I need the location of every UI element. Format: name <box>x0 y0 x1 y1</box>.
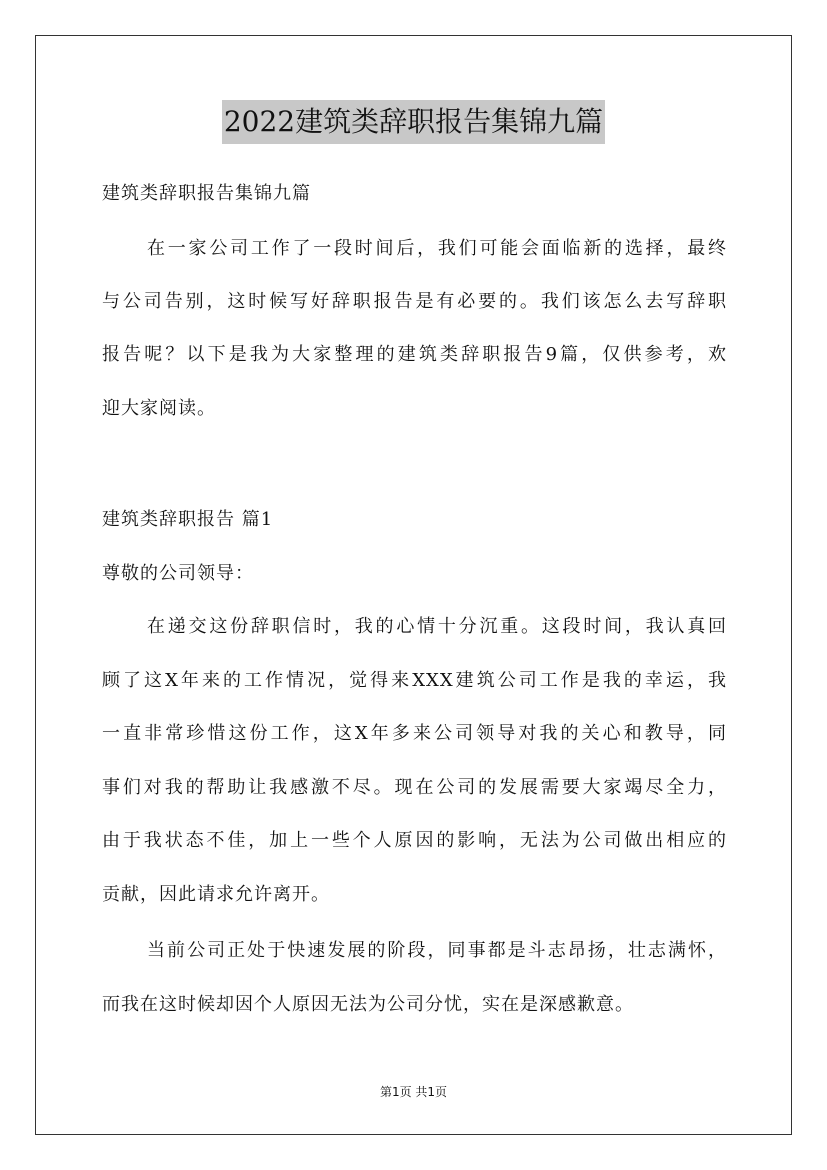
section-heading: 建筑类辞职报告 篇1 <box>102 509 274 530</box>
body-line: 由于我状态不佳，加上一些个人原因的影响，无法为公司做出相应的 <box>102 830 727 851</box>
intro-line: 报告呢？以下是我为大家整理的建筑类辞职报告9篇，仅供参考，欢 <box>102 344 727 365</box>
title-container <box>0 100 827 144</box>
document-title: 2022建筑类辞职报告集锦九篇 <box>222 100 605 144</box>
intro-line: 在一家公司工作了一段时间后，我们可能会面临新的选择，最终 <box>147 238 727 259</box>
body-line: 而我在这时候却因个人原因无法为公司分忧，实在是深感歉意。 <box>102 994 634 1015</box>
document-subtitle: 建筑类辞职报告集锦九篇 <box>102 183 311 204</box>
body-line: 事们对我的帮助让我感激不尽。现在公司的发展需要大家竭尽全力， <box>102 777 727 798</box>
body-line: 一直非常珍惜这份工作，这X年多来公司领导对我的关心和教导，同 <box>102 723 727 744</box>
body-line: 在递交这份辞职信时，我的心情十分沉重。这段时间，我认真回 <box>147 616 727 637</box>
intro-line: 迎大家阅读。 <box>102 398 216 419</box>
page-footer: 第1页 共1页 <box>379 1085 448 1099</box>
body-line: 当前公司正处于快速发展的阶段，同事都是斗志昂扬，壮志满怀， <box>147 940 727 961</box>
body-line: 顾了这X年来的工作情况，觉得来XXX建筑公司工作是我的幸运，我 <box>102 670 727 691</box>
salutation: 尊敬的公司领导： <box>102 563 254 584</box>
body-line: 贡献，因此请求允许离开。 <box>102 884 330 905</box>
intro-line: 与公司告别，这时候写好辞职报告是有必要的。我们该怎么去写辞职 <box>102 291 727 312</box>
